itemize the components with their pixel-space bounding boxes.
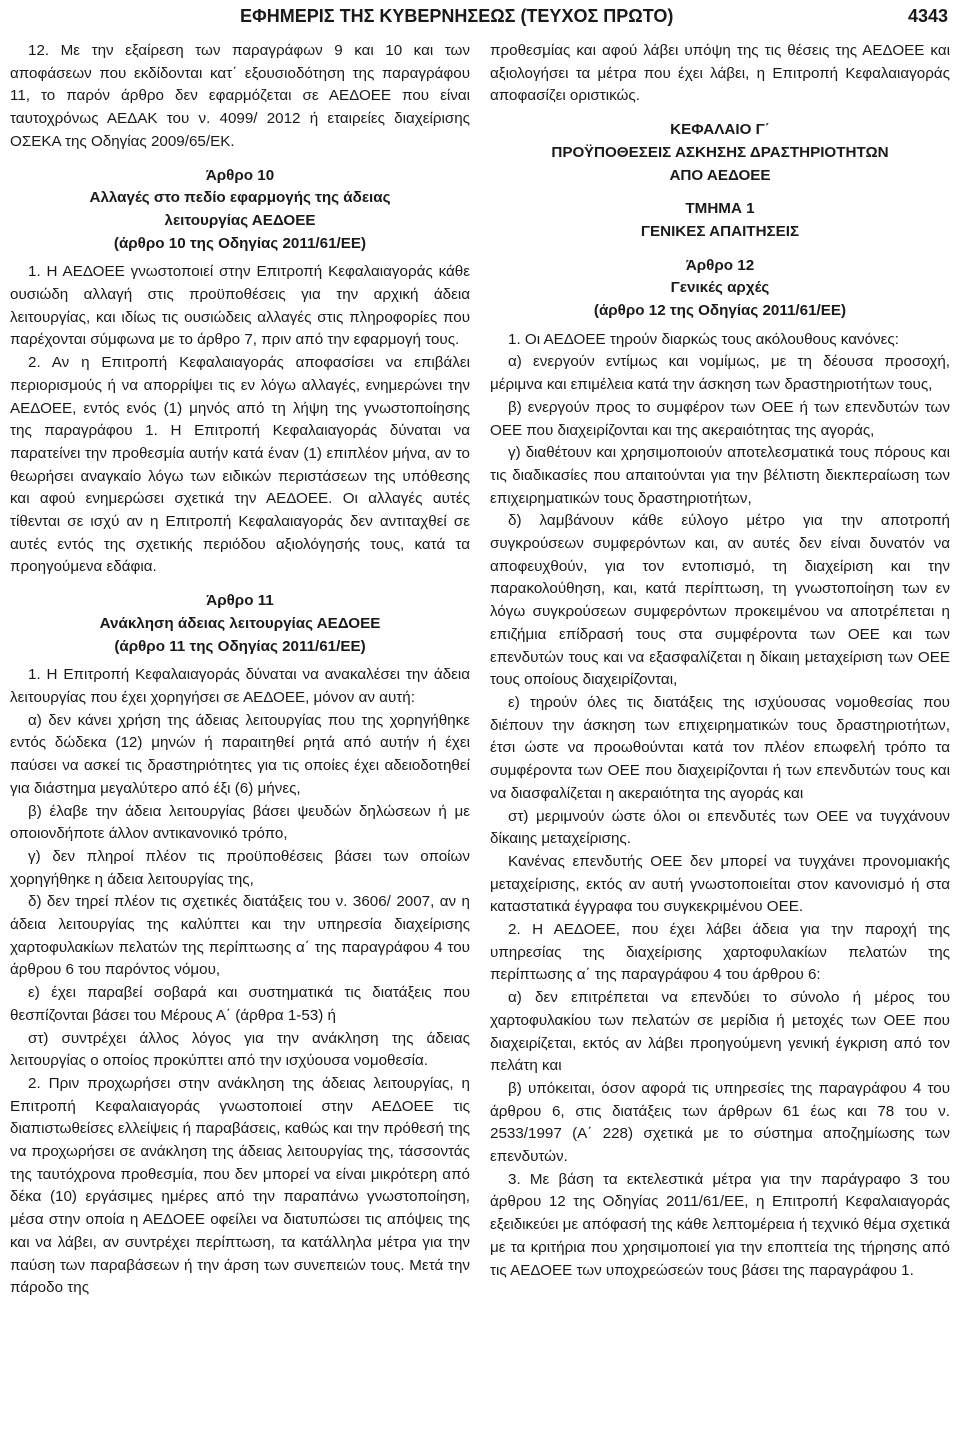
article-12-item-e: ε) τηρούν όλες τις διατάξεις της ισχύουσας νομοθεσίας που διέπουν την άσκηση των επιχειρηματικών τους δραστηριοτήτων, έτσι ώστε να προωθούνται κατά τον πλέον επωφελή τρόπο τα συμφέροντα των ΟΕΕ που διαχειρίζονται ή των επενδυτών τους και να διασφαλίζεται η ακεραιότητα της αγοράς και <box>490 693 950 802</box>
article-12-paragraph-2-item-a: α) δεν επιτρέπεται να επενδύει το σύνολο ή μέρος του χαρτοφυλακίου των πελατών σε μερίδια ή μετοχές των ΟΕΕ που διαχειρίζεται, εκτός αν λάβει προηγούμενη γενική έγκριση από τον πελάτη και <box>490 989 950 1075</box>
chapter-number: ΚΕΦΑΛΑΙΟ Γ΄ <box>670 121 770 139</box>
article-12-subparagraph: Κανένας επενδυτής ΟΕΕ δεν μπορεί να τυγχάνει προνομιακής μεταχείρισης, εκτός αν αυτή γνωστοποιείται στον κανονισμό ή στα καταστατικά έγγραφα του συγκεκριμένου ΟΕΕ. <box>490 852 950 916</box>
article-12-reference: (άρθρο 12 της Οδηγίας 2011/61/ΕΕ) <box>593 302 847 320</box>
article-10-number: Άρθρο 10 <box>205 166 275 184</box>
article-10-paragraph-2: 2. Αν η Επιτροπή Κεφαλαιαγοράς αποφασίσει να επιβάλει περιορισμούς ή να απορρίψει τις εν λόγω αλλαγές, ενημερώνει την ΑΕΔΟΕΕ, εντός ενός (1) μηνός από τη λήψη της γνωστοποίησης της παραγράφου 1. Η Επιτροπή Κεφαλαιαγοράς δύναται να παρατείνει την προθεσμία αυτήν κατά έναν (1) επιπλέον μήνα, αν το θεωρήσει αναγκαίο λόγω των ειδικών περιστάσεων της υπόθεσης και αφού ενημερώσει σχετικά την ΑΕΔΟΕΕ. Οι αλλαγές αυτές τίθενται σε ισχύ αν η Επιτροπή Κεφαλαιαγοράς δεν αντιταχθεί σε αυτές εντός της σχετικής περιόδου αξιολόγησής τους, κατά τα προηγούμενα εδάφια. <box>10 354 470 576</box>
article-12-paragraph-2: 2. Η ΑΕΔΟΕΕ, που έχει λάβει άδεια για την παροχή της υπηρεσίας της διαχείρισης χαρτοφυλακίων πελατών της περίπτωσης α΄ της παραγράφου 4 του άρθρου 6: <box>490 921 950 984</box>
article-12-number: Άρθρο 12 <box>685 256 755 274</box>
article-12-paragraph-1: 1. Οι ΑΕΔΟΕΕ τηρούν διαρκώς τους ακόλουθους κανόνες: <box>508 330 899 348</box>
article-11-item-f: στ) συντρέχει άλλος λόγος για την ανάκληση της άδειας λειτουργίας ο οποίος προκύπτει από την ισχύουσα νομοθεσία. <box>10 1029 470 1070</box>
article-11-reference: (άρθρο 11 της Οδηγίας 2011/61/ΕΕ) <box>114 637 366 655</box>
article-12-item-b: β) ενεργούν προς το συμφέρον των ΟΕΕ ή των επενδυτών των ΟΕΕ που διαχειρίζονται και της ακεραιότητας της αγοράς, <box>490 398 950 439</box>
article-12-paragraph-3: 3. Με βάση τα εκτελεστικά μέτρα για την παράγραφο 3 του άρθρου 12 της Οδηγίας 2011/61/ΕΕ, η Επιτροπή Κεφαλαιαγοράς εξειδικεύει με απόφασή της κάθε λεπτομέρεια ή τεχνικό θέμα σχετικά με τα κριτήρια που χρησιμοποιεί για την εποπτεία της τήρησης από τις ΑΕΔΟΕΕ των υποχρεώσεών τους βάσει της παραγράφου 1. <box>490 1170 950 1279</box>
chapter-title-line2: ΑΠΟ ΑΕΔΟΕΕ <box>669 166 771 184</box>
article-12-item-f: στ) μεριμνούν ώστε όλοι οι επενδυτές των ΟΕΕ να τυγχάνουν δίκαιης μεταχείρισης. <box>490 807 950 848</box>
article-11-item-e: ε) έχει παραβεί σοβαρά και συστηματικά τις διατάξεις που θεσπίζονται βάσει του Μέρους Α΄ (άρθρα 1-53) ή <box>10 984 470 1024</box>
paragraph-12: 12. Με την εξαίρεση των παραγράφων 9 και 10 και των αποφάσεων που εκδίδονται κατ΄ εξουσιοδότηση της παραγράφου 11, το παρόν άρθρο δεν εφαρμόζεται σε ΑΕΔΟΕΕ που είναι ταυτοχρόνως ΑΕΔΑΚ του ν. 4099/ 2012 ή εταιρείες διαχείρισης ΟΣΕΚΑ της Οδηγίας 2009/65/ΕΚ. <box>10 42 470 150</box>
section-title: ΓΕΝΙΚΕΣ ΑΠΑΙΤΗΣΕΙΣ <box>640 222 800 240</box>
article-10-reference: (άρθρο 10 της Οδηγίας 2011/61/ΕΕ) <box>113 234 367 252</box>
article-11-item-d: δ) δεν τηρεί πλέον τις σχετικές διατάξεις του ν. 3606/ 2007, αν η άδεια λειτουργίας της καλύπτει και την υπηρεσία διαχείρισης χαρτοφυλακίων πελατών της περίπτωσης α΄ της παραγράφου 4 του άρθρου 6 του παρόντος νόμου, <box>10 893 470 979</box>
article-11-paragraph-2: 2. Πριν προχωρήσει στην ανάκληση της άδειας λειτουργίας, η Επιτροπή Κεφαλαιαγοράς γνωστοποιεί στην ΑΕΔΟΕΕ τις διαπιστωθείσες ελλείψεις ή παραβάσεις, καθώς και την πρόθεσή της να προχωρήσει σε ανάκληση της άδειας λειτουργίας της, τάσσοντάς της ταυτόχρονα προθεσμία, που δεν μπορεί να είναι μικρότερη από δέκα (10) εργάσιμες ημέρες από την παραπάνω γνωστοποίηση, μέσα στην οποία η ΑΕΔΟΕΕ οφείλει να διατυπώσει τις απόψεις της και να λάβει, αν συντρέχει περίπτωση, τα κατάλληλα μέτρα για την παύση των παραβάσεων ή την άρση των συνεπειών τους. Μετά την πάροδο της <box>10 1074 470 1297</box>
article-11-item-a: α) δεν κάνει χρήση της άδειας λειτουργίας που της χορηγήθηκε εντός δώδεκα (12) μηνών ή παραιτηθεί ρητά από αυτήν ή έχει παύσει να ασκεί τις δραστηριότητες για τις οποίες έχει αδειοδοτηθεί για διάστημα μεγαλύτερο από έξι (6) μήνες, <box>10 711 470 797</box>
left-column <box>10 40 470 1300</box>
article-10-title-line2: λειτουργίας ΑΕΔΟΕΕ <box>164 211 316 229</box>
article-12-title: Γενικές αρχές <box>670 279 770 297</box>
article-12-item-c: γ) διαθέτουν και χρησιμοποιούν αποτελεσματικά τους πόρους και τις διαδικασίες που απαιτούνται για την βέλτιστη διεκπεραίωση των επιχειρηματικών τους δραστηριοτήτων, <box>490 444 950 507</box>
article-12-item-a: α) ενεργούν εντίμως και νομίμως, με τη δέουσα προσοχή, μέριμνα και επιμέλεια κατά την άσκηση των δραστηριοτήτων τους, <box>490 353 950 394</box>
article-11-item-b: β) έλαβε την άδεια λειτουργίας βάσει ψευδών δηλώσεων ή με οποιονδήποτε άλλον αντικανονικό τρόπο, <box>10 802 470 843</box>
page-number: 4343 <box>907 6 948 26</box>
article-11-number: Άρθρο 11 <box>206 592 274 610</box>
article-11-title: Ανάκληση άδειας λειτουργίας ΑΕΔΟΕΕ <box>99 614 381 632</box>
continuation-text: προθεσμίας και αφού λάβει υπόψη της τις θέσεις της ΑΕΔΟΕΕ και αξιολογήσει τα μέτρα που έχει λάβει, η Επιτροπή Κεφαλαιαγοράς αποφασίζει οριστικώς. <box>490 42 950 105</box>
right-column <box>490 40 950 1282</box>
page-header <box>0 2 960 30</box>
article-11-paragraph-1: 1. Η Επιτροπή Κεφαλαιαγοράς δύναται να ανακαλέσει την άδεια λειτουργίας που έχει χορηγήσει σε ΑΕΔΟΕΕ, μόνον αν αυτή: <box>10 666 470 706</box>
chapter-title-line1: ΠΡΟΫΠΟΘΕΣΕΙΣ ΑΣΚΗΣΗΣ ΔΡΑΣΤΗΡΙΟΤΗΤΩΝ <box>551 143 889 161</box>
article-11-item-c: γ) δεν πληροί πλέον τις προϋποθέσεις βάσει των οποίων χορηγήθηκε η άδεια λειτουργίας της, <box>10 847 470 888</box>
article-12-paragraph-2-item-b: β) υπόκειται, όσον αφορά τις υπηρεσίες της παραγράφου 4 του άρθρου 6, στις διατάξεις των άρθρων 61 έως και 78 του ν. 2533/1997 (Α΄ 228) σχετικά με το σύστημα αποζημίωσης των επενδυτών. <box>490 1079 950 1166</box>
article-12-item-d: δ) λαμβάνουν κάθε εύλογο μέτρο για την αποτροπή συγκρούσεων συμφερόντων και, αν αυτές δεν είναι δυνατόν να αποφευχθούν, για τον εντοπισμό, τη διαχείριση και την παρακολούθηση, και, κατά περίπτωση, τη γνωστοποίηση των εν λόγω συγκρούσεων συμφερόντων προκειμένου να αποτρέπεται η επιζήμια επίδρασή τους στα συμφέροντα των ΟΕΕ και των επενδυτών τους και να εξασφαλίζεται η δίκαιη μεταχείριση των ΟΕΕ τους οποίους διαχειρίζονται, <box>490 512 950 689</box>
gazette-title: ΕΦΗΜΕΡΙΣ ΤΗΣ ΚΥΒΕΡΝΗΣΕΩΣ (ΤΕΥΧΟΣ ΠΡΩΤΟ) <box>240 6 674 26</box>
section-number: ΤΜΗΜΑ 1 <box>685 200 755 218</box>
article-10-paragraph-1: 1. Η ΑΕΔΟΕΕ γνωστοποιεί στην Επιτροπή Κεφαλαιαγοράς κάθε ουσιώδη αλλαγή στις προϋποθέσεις για την αρχική άδεια λειτουργίας, και ιδίως τις ουσιώδεις αλλαγές στις πληροφορίες που παρέχονται σύμφωνα με το άρθρο 7, πριν από την εφαρμογή τους. <box>10 263 470 349</box>
article-10-title-line1: Αλλαγές στο πεδίο εφαρμογής της άδειας <box>89 189 391 207</box>
